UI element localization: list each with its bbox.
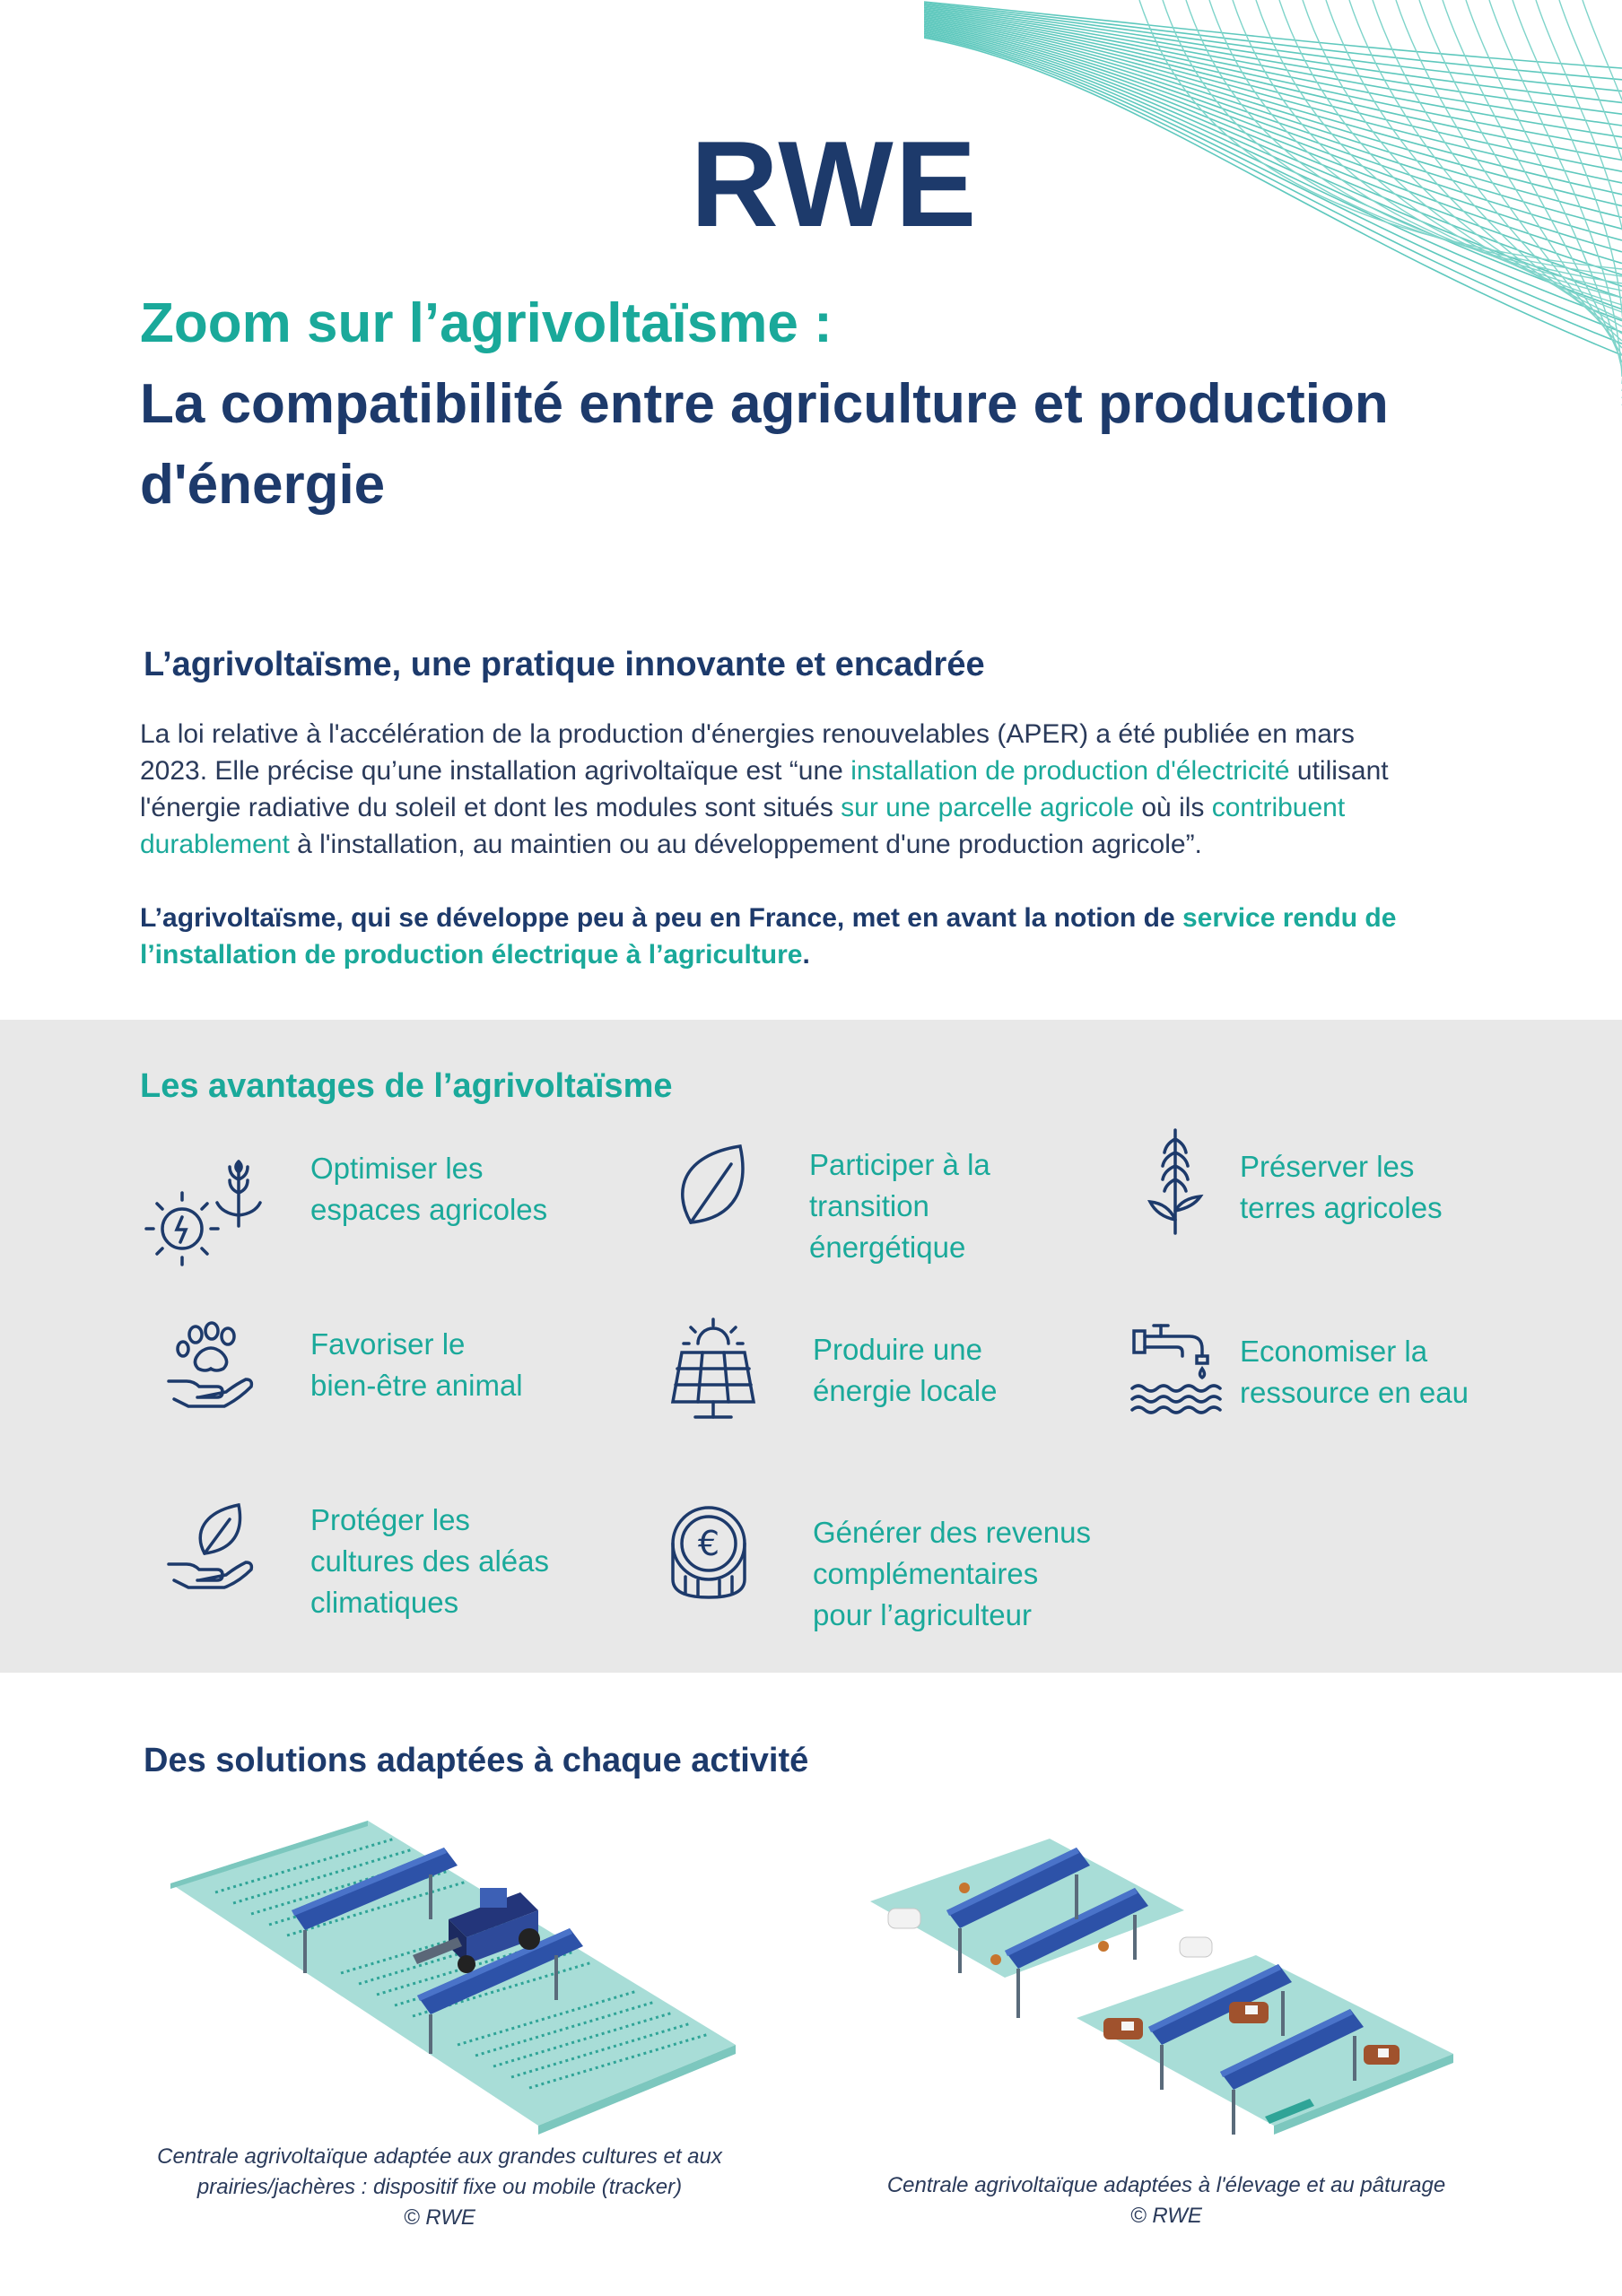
svg-text:RWE: RWE (690, 135, 979, 233)
advantage-extra-income: Générer des revenus complémentaires pour l’agriculteur (813, 1516, 1092, 1631)
wave-line (1303, 0, 1622, 319)
livestock-agrivoltaic-illustration (861, 1803, 1471, 2144)
water-tap-icon (1129, 1318, 1227, 1417)
paragraph-law-line-4: durablement à l'installation, au maintien ou au développement d'une production agricole”. (140, 830, 1202, 859)
section-heading-advantages: Les avantages de l’agrivoltaïsme (140, 1067, 673, 1105)
paragraph-law-line-1: La loi relative à l'accélération de la production d'énergies renouvelables (APER) a été publiée en mars (140, 719, 1355, 749)
wave-line (924, 22, 1622, 229)
sun-plant-icon (133, 1144, 272, 1278)
decorative-wave-lines (924, 0, 1622, 422)
paragraph-service-line-2: l’installation de production électrique à l’agriculture. (140, 940, 810, 970)
page-title-line-3: d'énergie (140, 454, 386, 516)
paw-hand-icon (160, 1318, 258, 1413)
paragraph-law-line-2: 2023. Elle précise qu’une installation agrivoltaïque est “une installation de production d'électricité utilisant (140, 756, 1389, 786)
highlight-electricity-production: installation de production d'électricité (850, 756, 1290, 786)
advantage-energy-transition: Participer à la transition énergétique (809, 1148, 990, 1264)
section-heading-innovation: L’agrivoltaïsme, une pratique innovante et encadrée (144, 646, 985, 683)
highlight-installation: l’installation de production électrique à l’agriculture (140, 940, 803, 970)
highlight-service: service rendu de (1182, 903, 1397, 933)
caption-livestock: Centrale agrivoltaïque adaptées à l'élevage et au pâturage © RWE (886, 2173, 1446, 2228)
crops-agrivoltaic-illustration (161, 1803, 745, 2144)
wave-line (1256, 0, 1622, 305)
advantage-optimize-spaces: Optimiser les espaces agricoles (310, 1152, 548, 1226)
highlight-durably: durablement (140, 830, 290, 859)
wave-line (1466, 0, 1622, 370)
page-title-line-1: Zoom sur l’agrivoltaïsme : (140, 292, 833, 354)
advantage-save-water: Economiser la ressource en eau (1240, 1335, 1469, 1409)
section-heading-solutions: Des solutions adaptées à chaque activité (144, 1742, 809, 1779)
advantage-local-energy: Produire une énergie locale (813, 1333, 998, 1407)
advantage-protect-crops: Protéger les cultures des aléas climatiques (310, 1503, 549, 1619)
wave-line (1279, 0, 1622, 312)
highlight-contribute: contribuent (1211, 793, 1346, 822)
leaf-icon (664, 1137, 763, 1236)
svg-text:€: € (697, 1524, 720, 1563)
paragraph-law-line-3: l'énergie radiative du soleil et dont les modules sont situés sur une parcelle agricole où ils contribuent (140, 793, 1346, 822)
advantage-animal-welfare: Favoriser le bien-être animal (310, 1327, 523, 1402)
paragraph-service-line-1: L’agrivoltaïsme, qui se développe peu à peu en France, met en avant la notion de service rendu de (140, 903, 1397, 933)
solar-panel-icon (664, 1317, 763, 1424)
wheat-icon (1126, 1121, 1225, 1238)
euro-coin-icon (664, 1503, 754, 1602)
wave-line (924, 33, 1622, 320)
caption-crops: Centrale agrivoltaïque adaptée aux grandes cultures et aux prairies/jachères : dispositif fixe ou mobile (tracker) © RWE (157, 2144, 722, 2230)
page-title-line-2: La compatibilité entre agriculture et production (140, 373, 1389, 435)
wave-line (1443, 0, 1622, 362)
leaf-hand-icon (160, 1500, 258, 1594)
rwe-logo (664, 135, 1005, 233)
highlight-agricultural-plot: sur une parcelle agricole (841, 793, 1135, 822)
advantage-preserve-land: Préserver les terres agricoles (1240, 1150, 1443, 1224)
